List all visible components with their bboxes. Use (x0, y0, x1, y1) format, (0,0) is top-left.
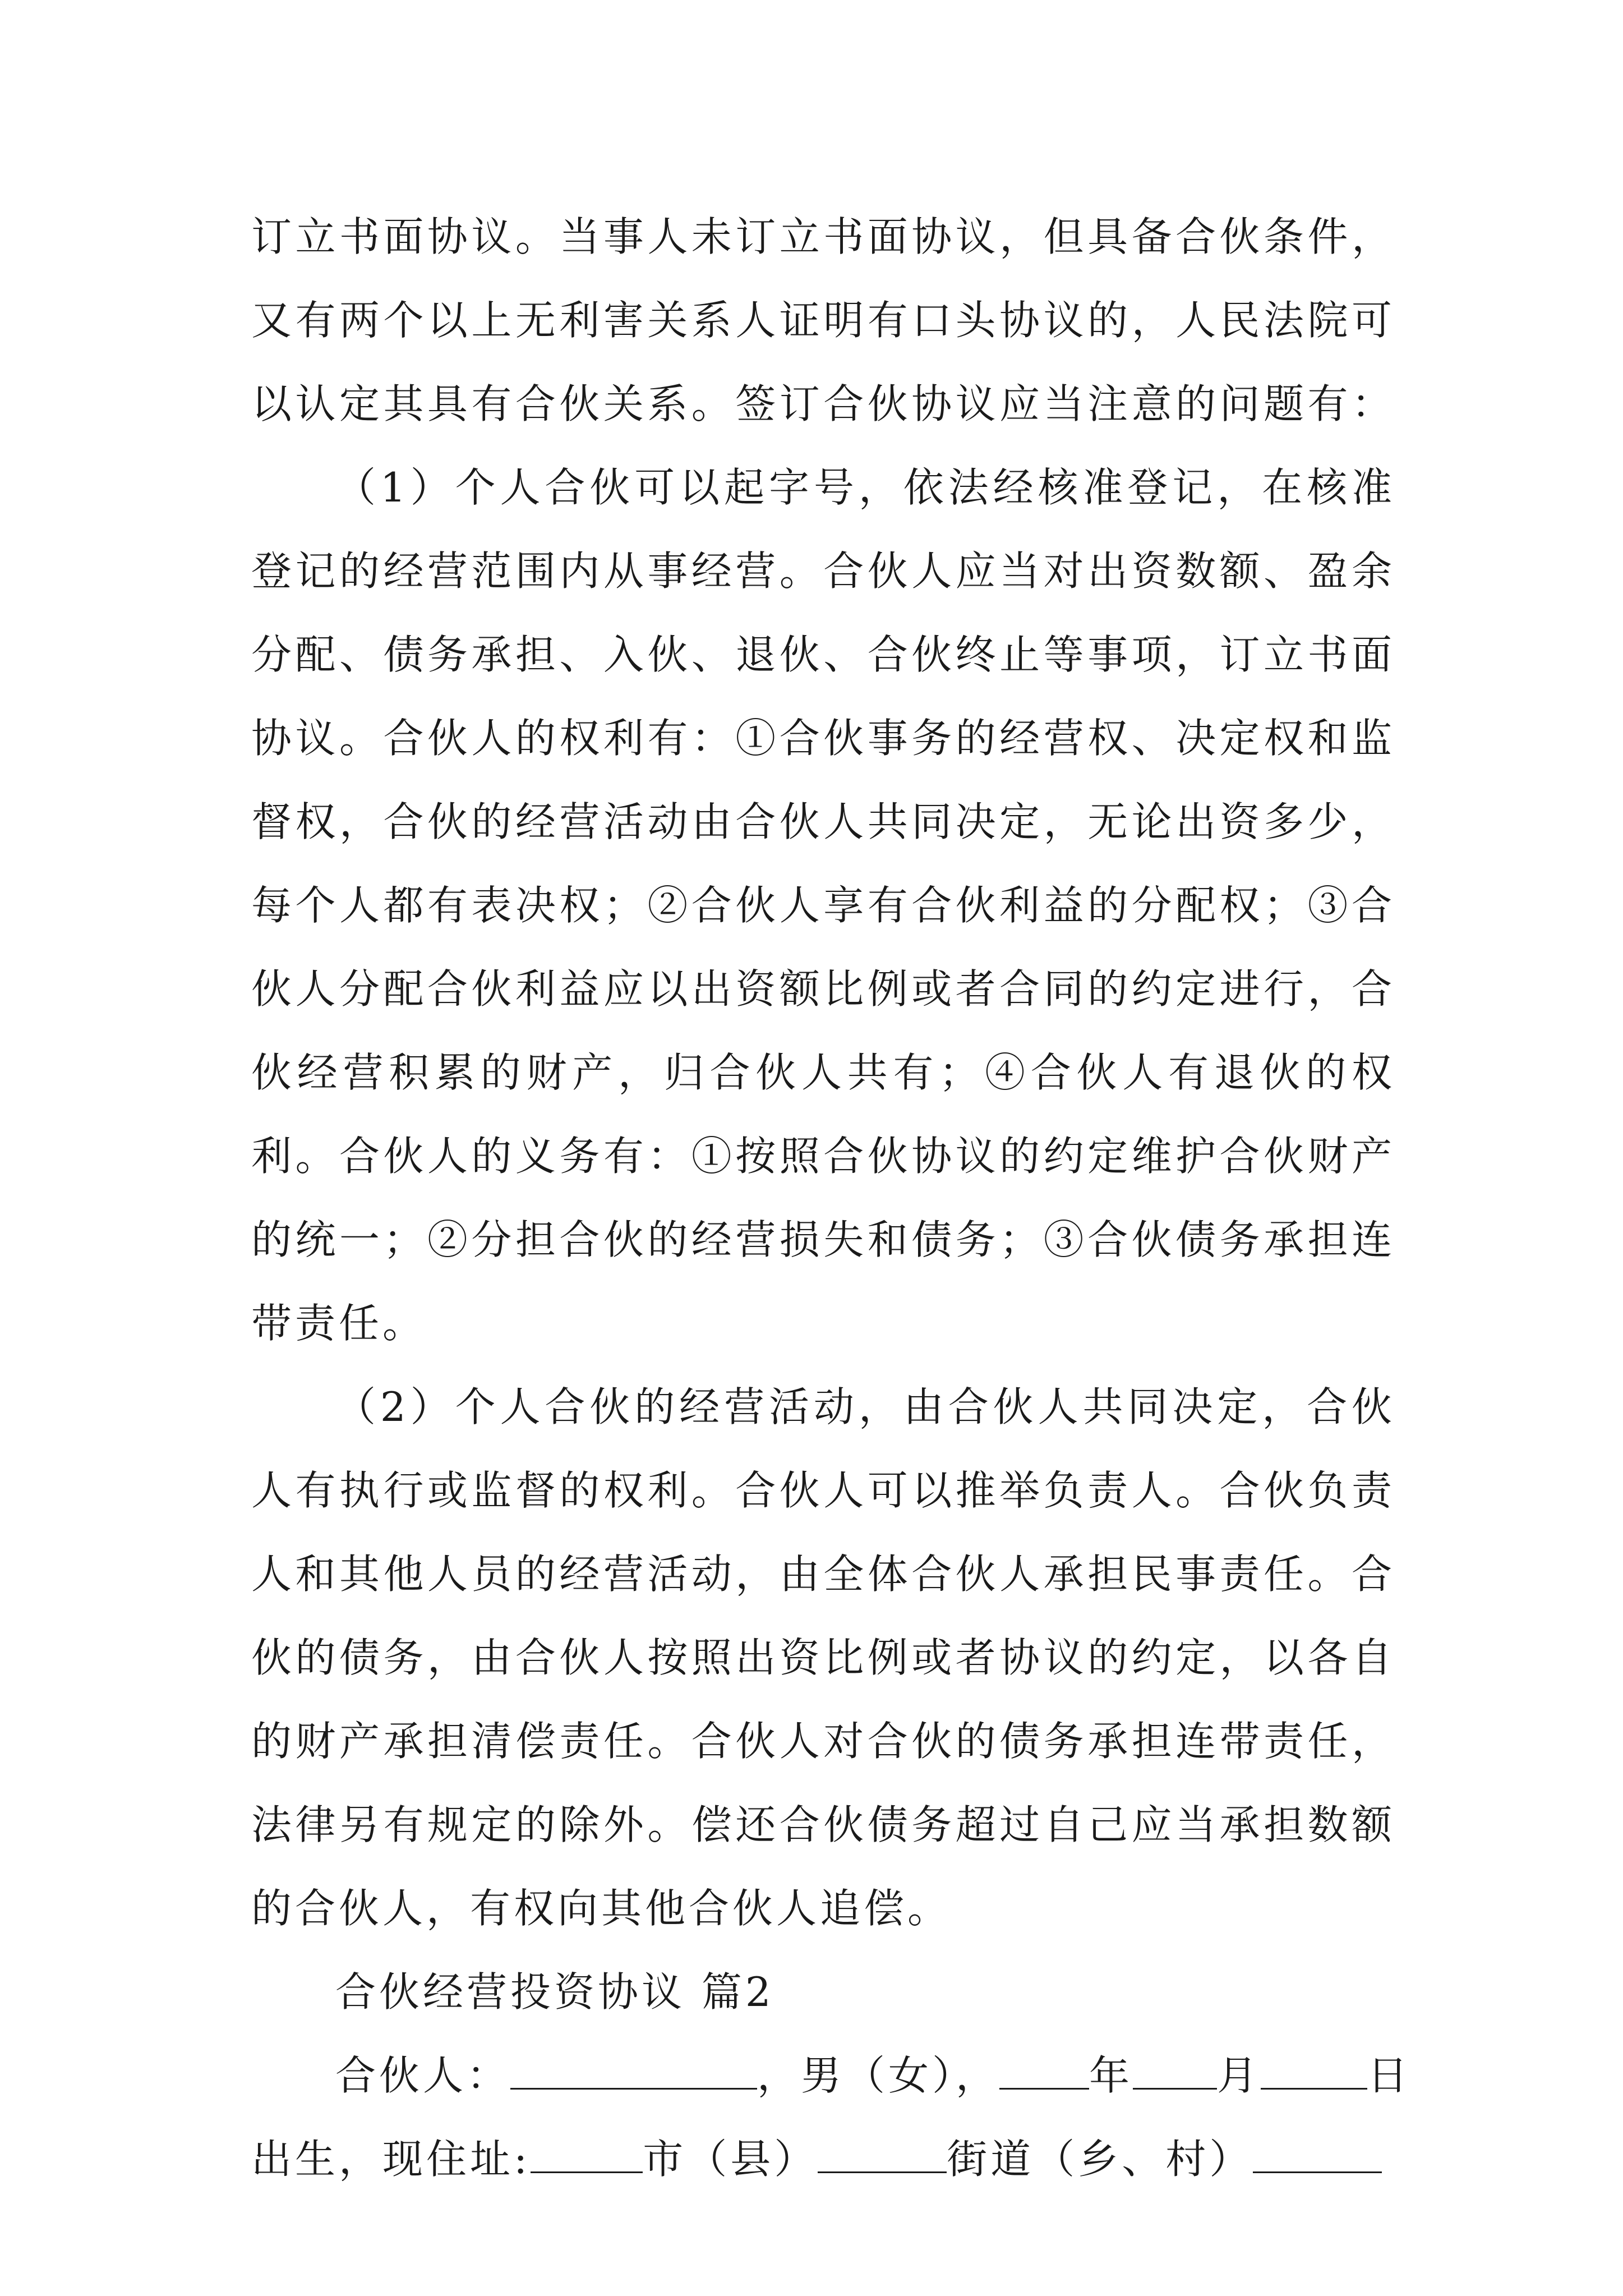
text-line: 协议。合伙人的权利有：①合伙事务的经营权、决定权和监 (251, 715, 1395, 762)
street-text: 街道（乡、村） (947, 2136, 1253, 2183)
text-line: （1）个人合伙可以起字号，依法经核准登记，在核准 (335, 464, 1395, 511)
text-line: 伙的债务，由合伙人按照出资比例或者协议的约定，以各自 (251, 1634, 1395, 1681)
day-blank (1261, 2053, 1367, 2090)
text-line: 又有两个以上无利害关系人证明有口头协议的，人民法院可 (251, 297, 1395, 344)
text-line: 人有执行或监督的权利。合伙人可以推举负责人。合伙负责 (251, 1467, 1395, 1514)
text-line: 督权，合伙的经营活动由合伙人共同决定，无论出资多少， (251, 798, 1395, 845)
text-line: 每个人都有表决权；②合伙人享有合伙利益的分配权；③合 (251, 882, 1395, 929)
street-blank (818, 2137, 947, 2173)
document-body (251, 195, 1412, 2201)
text-line: 人和其他人员的经营活动，由全体合伙人承担民事责任。合 (251, 1550, 1395, 1598)
text-line: 的财产承担清偿责任。合伙人对合伙的债务承担连带责任， (251, 1718, 1395, 1765)
text-line: 带责任。 (251, 1300, 427, 1347)
text-line: 伙经营积累的财产，归合伙人共有；④合伙人有退伙的权 (251, 1049, 1395, 1096)
gender-text: ，男（女）， (757, 2052, 1000, 2099)
text-line: 法律另有规定的除外。偿还合伙债务超过自己应当承担数额 (251, 1801, 1395, 1848)
partner-label: 合伙人： (335, 2052, 511, 2099)
address-label: 出生，现住址: (251, 2136, 531, 2183)
month-blank (1133, 2053, 1217, 2090)
month-text: 月 (1217, 2052, 1261, 2099)
partner-line (251, 2034, 1412, 2118)
name-blank (510, 2053, 757, 2090)
text-line: 伙人分配合伙利益应以出资额比例或者合同的约定进行，合 (251, 965, 1395, 1013)
city-text: 市（县） (643, 2136, 818, 2183)
city-blank (531, 2137, 643, 2173)
text-line: 的合伙人，有权向其他合伙人追偿。 (251, 1885, 952, 1932)
year-text: 年 (1089, 2052, 1133, 2099)
village-blank (1253, 2137, 1382, 2173)
year-blank (999, 2053, 1089, 2090)
text-line: 以认定其具有合伙关系。签订合伙协议应当注意的问题有： (251, 380, 1395, 427)
text-line: 的统一；②分担合伙的经营损失和债务；③合伙债务承担连 (251, 1216, 1395, 1263)
text-line: 分配、债务承担、入伙、退伙、合伙终止等事项，订立书面 (251, 631, 1395, 678)
day-text: 日 (1367, 2052, 1412, 2099)
text-line: 订立书面协议。当事人未订立书面协议，但具备合伙条件， (251, 213, 1395, 260)
address-line (251, 2118, 1395, 2201)
text-line: 登记的经营范围内从事经营。合伙人应当对出资数额、盈余 (251, 547, 1395, 595)
text-line: （2）个人合伙的经营活动，由合伙人共同决定，合伙 (335, 1383, 1395, 1430)
text-line: 利。合伙人的义务有：①按照合伙协议的约定维护合伙财产 (251, 1133, 1395, 1180)
section-heading: 合伙经营投资协议 篇2 (335, 1968, 774, 2016)
